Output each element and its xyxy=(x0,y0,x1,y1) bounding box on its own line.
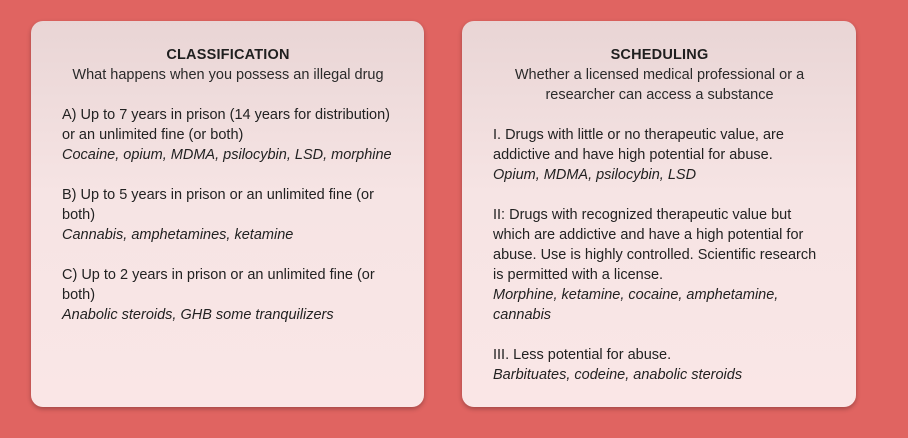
scheduling-entry-iii xyxy=(493,345,826,385)
classification-title: CLASSIFICATION xyxy=(166,47,290,63)
classification-entry-a xyxy=(62,105,394,165)
scheduling-entry-i xyxy=(493,125,826,185)
scheduling-entry-ii xyxy=(493,205,826,325)
classification-entry-description: A) Up to 7 years in prison (14 years for distribution) or an unlimited fine (or both) xyxy=(62,107,390,143)
scheduling-card xyxy=(462,21,856,407)
classification-entry-description: C) Up to 2 years in prison or an unlimited fine (or both) xyxy=(62,267,375,303)
scheduling-subtitle: Whether a licensed medical professional or a researcher can access a substance xyxy=(514,67,805,103)
scheduling-entry-examples: Opium, MDMA, psilocybin, LSD xyxy=(493,167,697,183)
classification-card xyxy=(31,21,424,407)
scheduling-title: SCHEDULING xyxy=(610,47,709,63)
classification-entry-examples: Anabolic steroids, GHB some tranquilizers xyxy=(62,307,334,323)
scheduling-entry-description: II: Drugs with recognized therapeutic value but which are addictive and have a high potential for abuse. Use is highly controlled. Scientific research is permitted with a license. xyxy=(493,207,817,283)
classification-entry-examples: Cocaine, opium, MDMA, psilocybin, LSD, morphine xyxy=(62,147,392,163)
scheduling-entry-description: III. Less potential for abuse. xyxy=(493,347,672,363)
scheduling-entry-description: I. Drugs with little or no therapeutic value, are addictive and have high potential for abuse. xyxy=(493,127,784,163)
classification-entry-b xyxy=(62,185,394,245)
scheduling-entry-examples: Barbituates, codeine, anabolic steroids xyxy=(493,367,743,383)
scheduling-entry-examples: Morphine, ketamine, cocaine, amphetamine, cannabis xyxy=(493,287,779,323)
classification-entry-c xyxy=(62,265,394,325)
classification-subtitle: What happens when you possess an illegal drug xyxy=(72,67,384,83)
classification-entry-description: B) Up to 5 years in prison or an unlimited fine (or both) xyxy=(62,187,374,223)
classification-entry-examples: Cannabis, amphetamines, ketamine xyxy=(62,227,294,243)
